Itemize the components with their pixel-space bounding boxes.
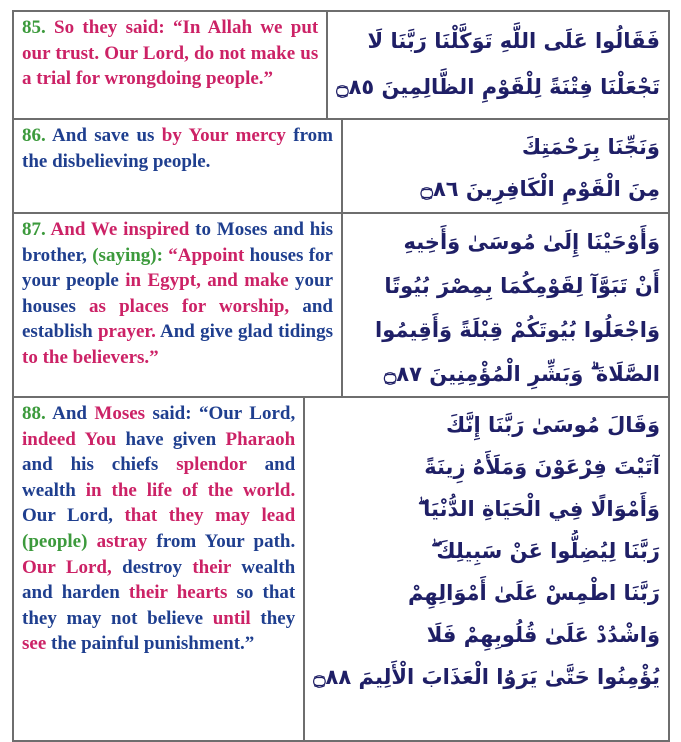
verse-number: 86. xyxy=(22,125,46,146)
arabic-line: وَنَجِّنَا بِرَحْمَتِكَ xyxy=(521,135,660,159)
translation-segment: And give glad tidings xyxy=(155,321,333,343)
translation-segment: to the believers.” xyxy=(22,346,159,368)
translation-segment: the painful punishment.” xyxy=(46,633,255,655)
arabic-line: وَاجْعَلُوا بُيُوتَكُمْ قِبْلَةً وَأَقِيمُوا xyxy=(375,318,660,342)
translation-segment: Our Lord, xyxy=(22,556,112,578)
translation-segment: Pharaoh xyxy=(225,428,296,450)
translation-segment: see xyxy=(22,633,47,655)
translation-segment: indeed You xyxy=(22,428,117,450)
translation-segment: and establish xyxy=(22,295,333,343)
translation-segment: Our Lord, xyxy=(22,505,125,527)
arabic-line: وَأَمْوَالًا فِي الْحَيَاةِ الدُّنْيَا ۖ xyxy=(417,497,660,521)
translation-segment: (saying): xyxy=(92,244,163,266)
arabic-line: وَأَوْحَيْنَا إِلَىٰ مُوسَىٰ وَأَخِيهِ xyxy=(403,230,660,254)
translation-segment: So they said: “In Allah we put our trust. Our Lord, do not make us a trial for wrongdoing people.” xyxy=(22,17,319,90)
arabic-text xyxy=(328,12,668,118)
translation-segment: and his chiefs xyxy=(22,454,177,476)
translation-segment: until xyxy=(212,607,251,629)
arabic-line: مِنَ الْقَوْمِ الْكَافِرِينَ ۝٨٦ xyxy=(420,177,660,201)
verse-number: 85. xyxy=(22,17,46,38)
english-translation xyxy=(14,120,343,212)
translation-segment: splendor xyxy=(176,454,247,476)
arabic-line: وَاشْدُدْ عَلَىٰ قُلُوبِهِمْ فَلَا xyxy=(426,623,660,647)
arabic-line: الصَّلَاةَ ۗ وَبَشِّرِ الْمُؤْمِنِينَ ۝٨٧ xyxy=(384,362,660,386)
verse-number: 88. xyxy=(22,403,46,424)
translation-segment: and wealth xyxy=(22,454,296,501)
translation-segment: that they may lead xyxy=(124,505,296,527)
translation-segment: their xyxy=(192,556,232,578)
translation-segment: by Your mercy xyxy=(161,125,286,146)
translation-segment: Moses xyxy=(94,403,146,424)
arabic-line: رَبَّنَا اطْمِسْ عَلَىٰ أَمْوَالِهِمْ xyxy=(407,581,660,605)
arabic-line: يُؤْمِنُوا حَتَّىٰ يَرَوُا الْعَذَابَ الْأَلِيمَ ۝٨٨ xyxy=(313,665,660,689)
verse-number: 87. xyxy=(22,219,46,240)
arabic-line: رَبَّنَا لِيُضِلُّوا عَنْ سَبِيلِكَ ۖ xyxy=(431,539,660,563)
arabic-text xyxy=(343,120,668,212)
verse-row-85 xyxy=(14,12,668,118)
translation-segment: from the disbelieving people. xyxy=(22,125,333,172)
english-translation xyxy=(14,214,343,396)
translation-segment: said: “Our Lord, xyxy=(145,403,296,424)
translation-segment: they xyxy=(250,607,296,629)
translation-segment: from Your path. xyxy=(147,530,296,552)
translation-segment: And We inspired xyxy=(45,219,190,240)
translation-segment: houses for your people xyxy=(22,244,333,292)
translation-segment: astray xyxy=(87,530,148,552)
arabic-line: أَنْ تَبَوَّآ لِقَوْمِكُمَا بِمِصْرَ بُيُوتًا xyxy=(384,274,660,298)
translation-segment: your houses xyxy=(22,270,333,317)
translation-segment: to Moses and his brother, xyxy=(22,219,334,266)
translation-segment: destroy xyxy=(111,556,193,578)
translation-segment: so that they may not believe xyxy=(22,582,296,629)
arabic-line: آتَيْتَ فِرْعَوْنَ وَمَلَأَهُ زِينَةً xyxy=(424,455,660,479)
translation-segment: their hearts xyxy=(128,582,228,604)
translation-segment: (people) xyxy=(22,530,88,552)
verse-row-87 xyxy=(14,212,668,396)
verse-table xyxy=(12,10,670,742)
english-translation xyxy=(14,12,328,118)
translation-segment: in the life of the world. xyxy=(85,479,296,501)
arabic-line: فَقَالُوا عَلَى اللَّهِ تَوَكَّلْنَا رَبَّنَا لَا xyxy=(367,29,660,53)
translation-segment: “Appoint xyxy=(162,244,245,266)
arabic-text xyxy=(343,214,668,396)
translation-segment: have given xyxy=(116,428,226,450)
translation-segment: as places for worship, xyxy=(89,295,290,317)
translation-segment: prayer. xyxy=(97,321,156,343)
translation-segment: And save us xyxy=(45,125,162,146)
english-translation xyxy=(14,398,305,740)
arabic-text xyxy=(305,398,668,740)
verse-row-88 xyxy=(14,396,668,740)
translation-segment: in Egypt, and make xyxy=(125,270,289,292)
arabic-line: وَقَالَ مُوسَىٰ رَبَّنَا إِنَّكَ xyxy=(446,413,660,437)
translation-segment: wealth and harden xyxy=(22,556,296,604)
arabic-line: تَجْعَلْنَا فِتْنَةً لِلْقَوْمِ الظَّالِمِينَ ۝٨٥ xyxy=(336,75,660,99)
translation-segment: And xyxy=(45,403,95,424)
verse-row-86 xyxy=(14,118,668,212)
